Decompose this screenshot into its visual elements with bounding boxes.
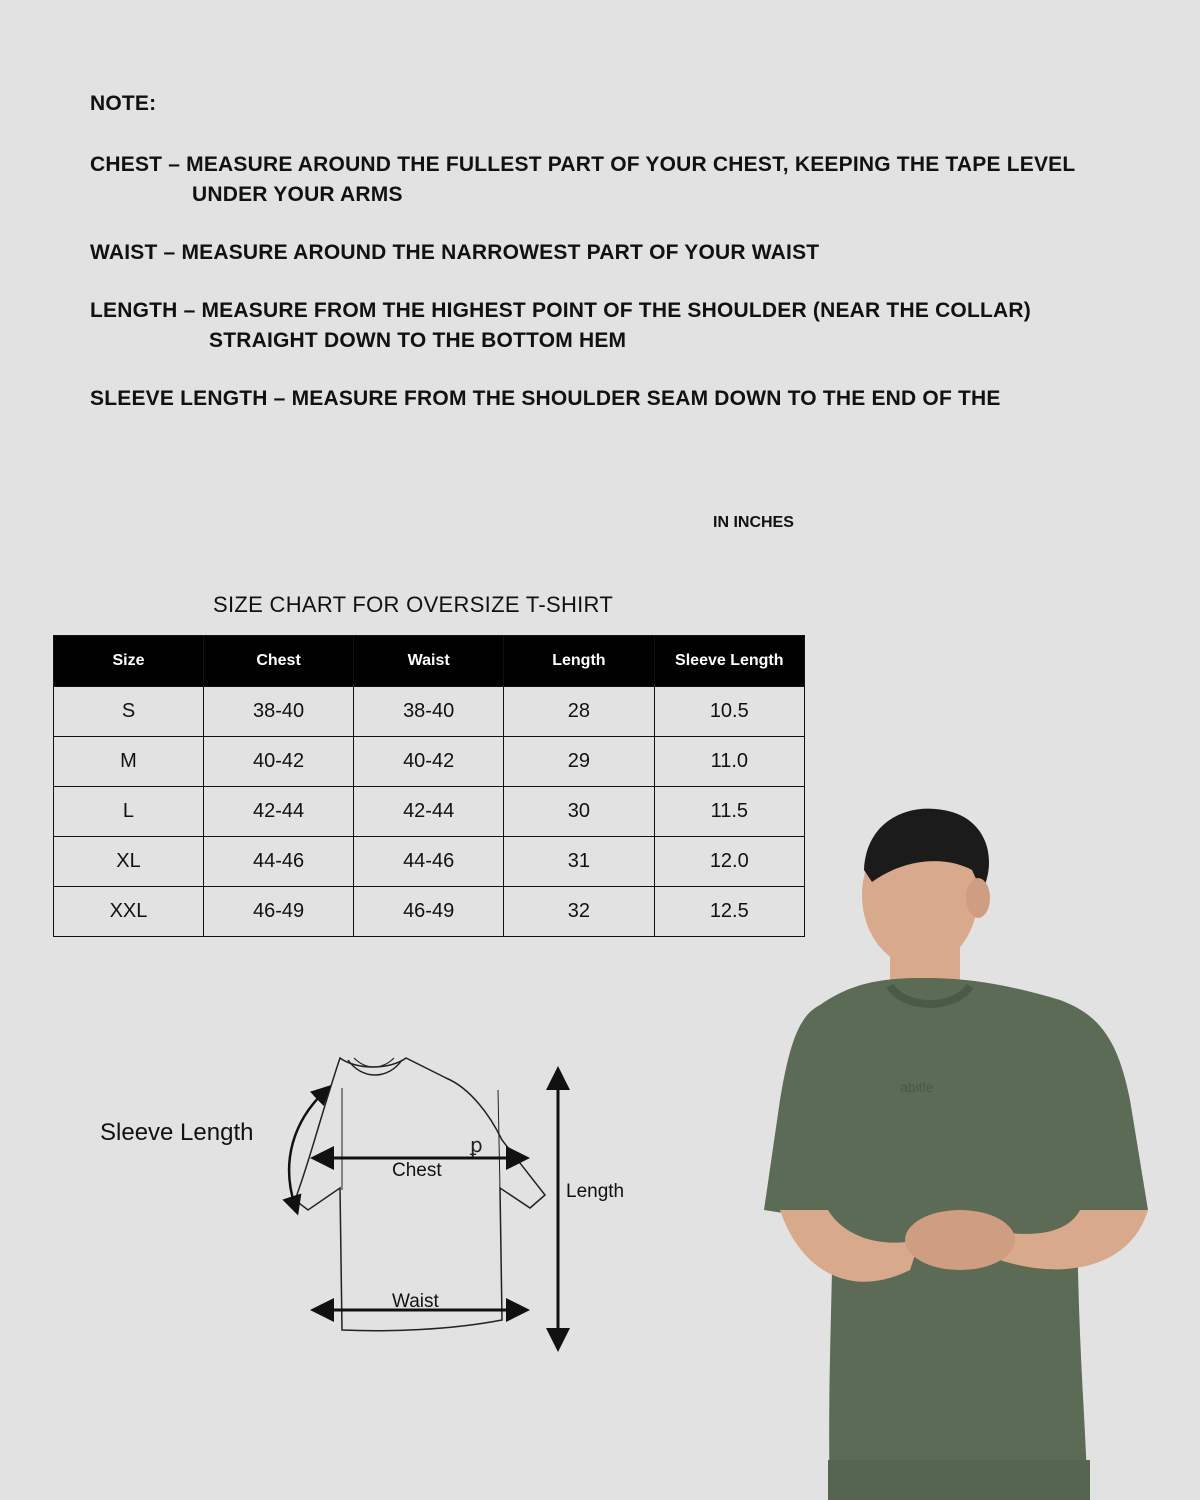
note-sleeve	[90, 384, 1190, 414]
table-row	[54, 687, 805, 737]
cell-waist: 46-49	[354, 887, 504, 937]
tshirt-diagram	[90, 1040, 670, 1360]
cell-size: XL	[54, 837, 204, 887]
note-sleeve-label: SLEEVE LENGTH	[90, 387, 268, 410]
model-hands	[905, 1210, 1015, 1270]
note-sleeve-sep: –	[267, 387, 292, 410]
units-label: IN INCHES	[713, 514, 794, 531]
note-length-sep: –	[177, 299, 202, 322]
model-pants	[828, 1460, 1090, 1500]
cell-size: L	[54, 787, 204, 837]
note-sleeve-line1: MEASURE FROM THE SHOULDER SEAM DOWN TO THE END OF THE	[291, 387, 1001, 410]
cell-sleeve-length: 11.0	[654, 737, 804, 787]
measurement-notes	[90, 92, 1190, 442]
cell-length: 31	[504, 837, 654, 887]
length-diagram-label: Length	[566, 1181, 625, 1202]
cell-chest: 46-49	[203, 887, 353, 937]
tshirt-outline	[295, 1058, 545, 1331]
note-chest	[90, 150, 1190, 210]
cell-length: 32	[504, 887, 654, 937]
logo-mark-icon: ꝑ	[470, 1135, 483, 1157]
header-waist: Waist	[354, 636, 504, 687]
model-shirt-logo: abitle	[900, 1079, 934, 1095]
cell-sleeve-length: 12.0	[654, 837, 804, 887]
cell-waist: 40-42	[354, 737, 504, 787]
cell-length: 28	[504, 687, 654, 737]
cell-waist: 42-44	[354, 787, 504, 837]
cell-length: 30	[504, 787, 654, 837]
table-header-row	[54, 636, 805, 687]
header-size: Size	[54, 636, 204, 687]
waist-diagram-label: Waist	[392, 1291, 439, 1312]
cell-waist: 44-46	[354, 837, 504, 887]
header-length: Length	[504, 636, 654, 687]
cell-chest: 44-46	[203, 837, 353, 887]
size-table	[53, 635, 805, 937]
note-waist-line1: MEASURE AROUND THE NARROWEST PART OF YOUR WAIST	[181, 241, 820, 264]
size-chart-title: SIZE CHART FOR OVERSIZE T-SHIRT	[213, 592, 614, 617]
cell-size: S	[54, 687, 204, 737]
table-row	[54, 737, 805, 787]
cell-chest: 42-44	[203, 787, 353, 837]
cell-chest: 40-42	[203, 737, 353, 787]
note-waist-sep: –	[157, 241, 182, 264]
note-waist	[90, 238, 1190, 268]
table-row	[54, 787, 805, 837]
note-length-label: LENGTH	[90, 299, 178, 322]
sleeve-arrow	[289, 1092, 324, 1206]
cell-sleeve-length: 10.5	[654, 687, 804, 737]
cell-size: M	[54, 737, 204, 787]
note-chest-sep: –	[162, 153, 187, 176]
cell-waist: 38-40	[354, 687, 504, 737]
note-chest-line1: MEASURE AROUND THE FULLEST PART OF YOUR CHEST, KEEPING THE TAPE LEVEL	[186, 153, 1076, 176]
cell-sleeve-length: 12.5	[654, 887, 804, 937]
note-chest-line2: UNDER YOUR ARMS	[192, 183, 403, 206]
cell-length: 29	[504, 737, 654, 787]
note-waist-label: WAIST	[90, 241, 158, 264]
sleeve-diagram-label: Sleeve Length	[100, 1119, 254, 1146]
note-title: NOTE:	[90, 92, 157, 115]
header-sleeve-length: Sleeve Length	[654, 636, 804, 687]
table-row	[54, 887, 805, 937]
cell-chest: 38-40	[203, 687, 353, 737]
model-photo	[760, 800, 1200, 1500]
cell-size: XXL	[54, 887, 204, 937]
header-chest: Chest	[203, 636, 353, 687]
note-length-line1: MEASURE FROM THE HIGHEST POINT OF THE SHOULDER (NEAR THE COLLAR)	[201, 299, 1031, 322]
note-length	[90, 296, 1190, 356]
table-row	[54, 837, 805, 887]
chest-diagram-label: Chest	[392, 1160, 442, 1181]
cell-sleeve-length: 11.5	[654, 787, 804, 837]
note-chest-label: CHEST	[90, 153, 163, 176]
note-length-line2: STRAIGHT DOWN TO THE BOTTOM HEM	[209, 329, 627, 352]
